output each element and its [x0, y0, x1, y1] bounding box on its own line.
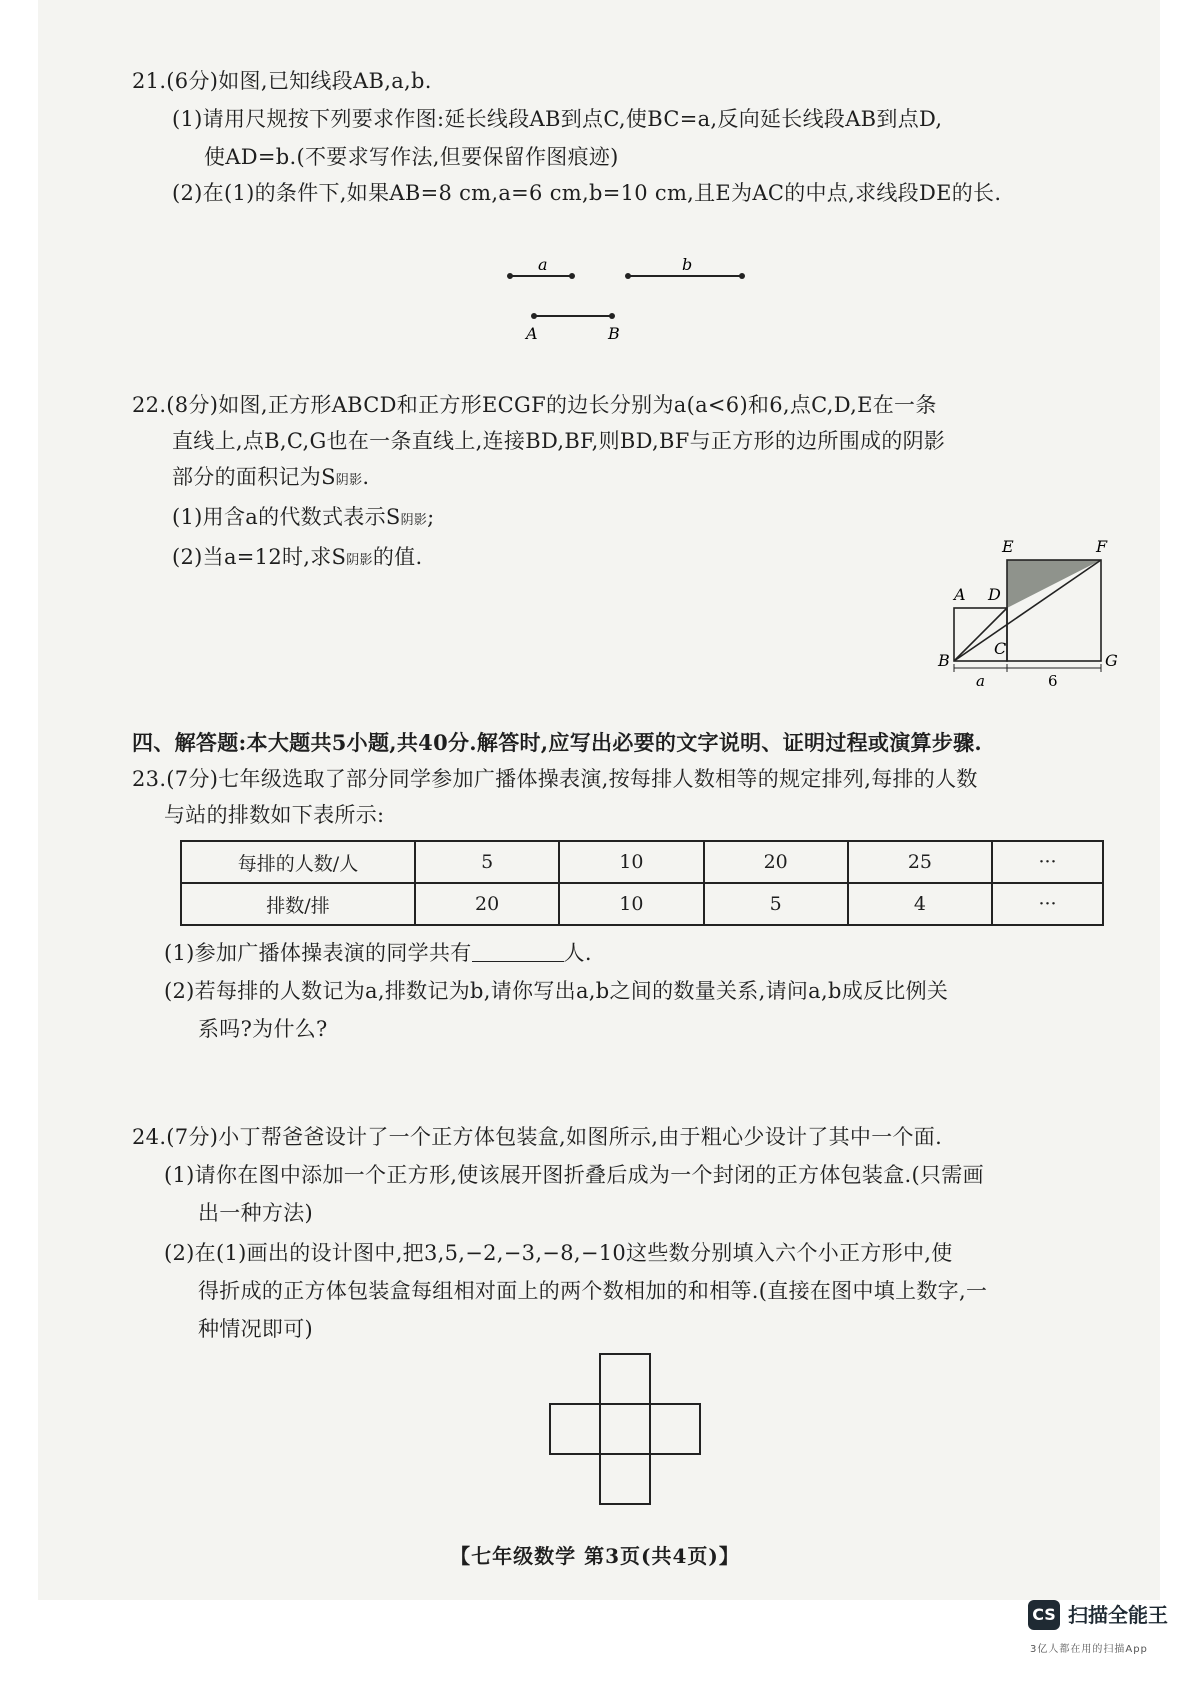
- shade-subscript: 阴影: [400, 513, 428, 528]
- table-cell: 20: [704, 841, 848, 883]
- q23-part2-cont: 系吗?为什么?: [198, 1017, 328, 1041]
- table-cell: 10: [559, 883, 703, 925]
- q21-title: 21.(6分)如图,已知线段AB,a,b.: [132, 69, 432, 93]
- q24-title: 24.(7分)小丁帮爸爸设计了一个正方体包装盒,如图所示,由于粗心少设计了其中一个面.: [132, 1125, 943, 1149]
- table-cell: 4: [848, 883, 992, 925]
- q22-label-G: G: [1105, 651, 1118, 670]
- camscanner-logo: CS: [1028, 1600, 1060, 1630]
- net-square: [650, 1404, 700, 1454]
- q22-part1: (1)用含a的代数式表示S阴影;: [172, 505, 435, 529]
- q22-label-a: a: [976, 672, 985, 690]
- q23-title: 23.(7分)七年级选取了部分同学参加广播体操表演,按每排人数相等的规定排列,每排的人数: [132, 767, 978, 791]
- q22-title: 22.(8分)如图,正方形ABCD和正方形ECGF的边长分别为a(a<6)和6,点C,D,E在一条: [132, 393, 937, 417]
- q22-label-6: 6: [1048, 672, 1058, 690]
- q22-squares-figure: [930, 537, 1130, 690]
- q22-text-2: 直线上,点B,C,G也在一条直线上,连接BD,BF,则BD,BF与正方形的边所围成的阴影: [172, 429, 946, 453]
- q23-part1: (1)参加广播体操表演的同学共有 人.: [164, 941, 592, 965]
- q21-label-A: A: [526, 324, 538, 343]
- table-cell: ···: [992, 841, 1103, 883]
- q21-label-b: b: [682, 255, 693, 274]
- net-square: [600, 1404, 650, 1454]
- q24-part1: (1)请你在图中添加一个正方形,使该展开图折叠后成为一个封闭的正方体包装盒.(只需画: [164, 1163, 984, 1187]
- q22-label-B: B: [938, 651, 950, 670]
- q21-part1-cont: 使AD=b.(不要求写作法,但要保留作图痕迹): [204, 145, 619, 169]
- table-row: [181, 883, 1103, 925]
- table-cell: 10: [559, 841, 703, 883]
- q24-part2: (2)在(1)画出的设计图中,把3,5,−2,−3,−8,−10这些数分别填入六个小正方形中,使: [164, 1241, 953, 1265]
- q22-label-E: E: [1002, 537, 1014, 556]
- q22-part2: (2)当a=12时,求S阴影的值.: [172, 545, 423, 569]
- table-cell: ···: [992, 883, 1103, 925]
- q22-label-A: A: [954, 585, 966, 604]
- q21-label-B: B: [608, 324, 620, 343]
- q22-text-3: 部分的面积记为S阴影.: [172, 465, 370, 489]
- net-square: [600, 1354, 650, 1404]
- q21-label-a: a: [538, 255, 548, 274]
- net-square: [600, 1454, 650, 1504]
- shade-subscript: 阴影: [346, 553, 373, 568]
- q24-part2-cont2: 种情况即可): [198, 1317, 313, 1341]
- q24-part1-cont: 出一种方法): [198, 1201, 313, 1225]
- camscanner-name: 扫描全能王: [1068, 1603, 1168, 1627]
- table-cell: 每排的人数/人: [181, 841, 415, 883]
- table-cell: 20: [415, 883, 559, 925]
- answer-blank[interactable]: [472, 941, 564, 962]
- page-footer: 【七年级数学 第3页(共4页)】: [450, 1544, 740, 1568]
- q21-part1: (1)请用尺规按下列要求作图:延长线段AB到点C,使BC=a,反向延长线段AB到点D,: [172, 107, 943, 131]
- section-4-heading: 四、解答题:本大题共5小题,共40分.解答时,应写出必要的文字说明、证明过程或演算步骤.: [132, 730, 983, 755]
- table-row: [181, 841, 1103, 883]
- q22-label-F: F: [1096, 537, 1108, 556]
- q23-table: [180, 840, 1104, 926]
- q23-part2: (2)若每排的人数记为a,排数记为b,请你写出a,b之间的数量关系,请问a,b成反比例关: [164, 979, 949, 1003]
- table-cell: 5: [704, 883, 848, 925]
- q23-text-2: 与站的排数如下表所示:: [164, 803, 385, 827]
- q24-cube-net: [548, 1352, 708, 1512]
- shade-subscript: 阴影: [335, 473, 363, 488]
- q22-label-D: D: [988, 585, 1001, 604]
- table-cell: 排数/排: [181, 883, 415, 925]
- shaded-region: [1007, 560, 1101, 608]
- table-cell: 25: [848, 841, 992, 883]
- table-cell: 5: [415, 841, 559, 883]
- net-square: [550, 1404, 600, 1454]
- q21-part2: (2)在(1)的条件下,如果AB=8 cm,a=6 cm,b=10 cm,且E为AC的中点,求线段DE的长.: [172, 181, 1002, 205]
- camscanner-tagline: 3亿人都在用的扫描App: [1030, 1644, 1148, 1655]
- q24-part2-cont: 得折成的正方体包装盒每组相对面上的两个数相加的和相等.(直接在图中填上数字,一: [198, 1279, 988, 1303]
- q22-label-C: C: [994, 639, 1007, 658]
- q21-segment-figure: [500, 250, 760, 350]
